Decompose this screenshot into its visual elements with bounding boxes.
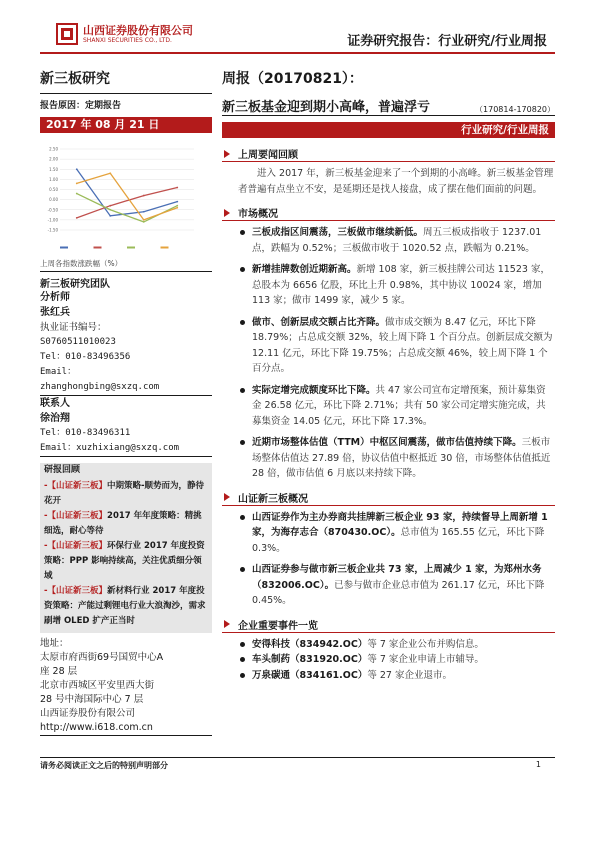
review-title: 研报回顾	[40, 463, 212, 477]
review-list	[40, 477, 212, 633]
review-item[interactable]	[44, 509, 208, 539]
bullet-text: 等 7 家企业申请上市辅导。	[367, 654, 484, 665]
bullet-bold: 山西证券作为主办券商共挂牌新三板企业 93 家，持续督导上周新增 1 家，为海存志合（870430.OC）。	[252, 511, 548, 538]
email-label: Email：	[40, 367, 77, 377]
section-heading-label: 上周要闻回顾	[238, 150, 298, 161]
chart-y-tick: 2.00	[49, 156, 58, 162]
chart-point	[176, 207, 178, 209]
bullet-text: 共 47 家公司宣布定增预案，预计募集资金 26.58 亿元，环比下降 2.71%；共有 50 家公司定增实施完成，共募集资金 14.05 亿元，环比下降 17.3%。	[252, 384, 546, 427]
team-title: 新三板研究团队	[40, 279, 110, 290]
bullet-bold: 实际定增完成额度环比下降。	[252, 384, 376, 396]
section-name: 新三板研究	[40, 68, 212, 94]
review-text: 中期策略-顺势而为，静待花开	[44, 481, 205, 506]
analyst-name: 张红兵	[40, 307, 70, 318]
chart-point	[76, 183, 78, 185]
chart-point	[176, 201, 178, 203]
bullet-text: 等 7 家企业公布并购信息。	[367, 638, 484, 650]
triangle-bullet-icon	[224, 620, 230, 628]
review-prefix: -【山证新三板】	[44, 481, 108, 491]
analyst-tel: Tel：010-83496356	[40, 352, 131, 362]
main-title: 周报（20170821）：	[222, 71, 363, 87]
bullet-bold: 山西证券参与做市新三板企业共 73 家，上周减少 1 家，为郑州水务（832006.OC）。	[252, 564, 542, 591]
chart-point	[76, 217, 78, 219]
chart-point	[76, 168, 78, 170]
bullet-text: 三板市场整体估值达 27.89 倍，协议估值中枢抵近 30 倍，市场整体估值抵近 28 倍，做市估值 6 月底以来持续下降。	[252, 437, 551, 479]
chart-point	[176, 187, 178, 189]
address-line: 山西证券股份有限公司	[40, 708, 136, 719]
bullet-item	[238, 510, 555, 557]
analyst-email[interactable]: zhanghongbing@sxzq.com	[40, 380, 212, 396]
bullet-bold: 车头制药（831920.OC）	[252, 654, 368, 665]
chart-point	[109, 205, 111, 207]
footer-disclaimer: 请务必阅读正文之后的特别声明部分	[40, 761, 168, 770]
chart-point	[143, 219, 145, 221]
logo-emblem-icon	[55, 22, 79, 46]
address-line[interactable]: http://www.i618.com.cn	[40, 722, 153, 733]
address-line: 座 28 层	[40, 666, 78, 677]
bullet-item	[238, 383, 555, 430]
bullet-item	[238, 225, 555, 256]
triangle-bullet-icon	[224, 493, 230, 501]
chart-y-tick: 0.50	[49, 187, 58, 192]
report-reason: 报告原因：定期报告	[40, 101, 122, 111]
section-heading-label: 山证新三板概况	[238, 493, 308, 505]
bullet-bold: 安得科技（834942.OC）	[252, 638, 368, 650]
bullet-item	[238, 262, 555, 309]
bullet-list	[222, 225, 555, 482]
address-lines	[40, 651, 212, 735]
subtitle-row	[222, 90, 555, 116]
chart-point	[76, 193, 78, 195]
bullet-text: 已参与做市企业总市值为 261.17 亿元，环比下降 0.45%。	[252, 579, 545, 606]
chart-svg	[40, 141, 200, 256]
address-block	[40, 637, 212, 736]
bullet-bold: 万泉碳通（834161.OC）	[252, 669, 368, 681]
contact-name: 徐治翔	[40, 413, 70, 424]
bullet-text: 做市成交额为 8.47 亿元，环比下降 18.79%；占总成交额 32%，较上周下降 1 个百分点。创新层成交额为 12.11 亿元，环比下降 19.75%；占总成交额 46%，较上周下降 1 个百分点。	[252, 316, 553, 374]
chart-point	[143, 221, 145, 223]
section-heading	[222, 146, 555, 162]
review-prefix: -【山证新三板】	[44, 541, 108, 551]
chart-series-line	[77, 194, 178, 222]
chart-series-line	[77, 169, 178, 216]
contact-label: 联系人	[40, 398, 70, 409]
page-number: 1	[535, 760, 541, 769]
chart-legend-swatch	[94, 247, 102, 249]
bullet-text: 新增 108 家，新三板挂牌公司达 11523 家，总股本为 6656 亿股，环比上升 0.98%，其中协议 10024 家，增加 113 家；做市 1499 家，减少 5 家。	[252, 264, 550, 306]
review-text: 新材料行业 2017 年度投资策略：产能过剩锂电行业大浪淘沙，需求刷增 OLED 扩产正当时	[44, 586, 206, 626]
chart-y-tick: 2.50	[49, 146, 58, 152]
chart-y-tick: 0.00	[49, 197, 58, 203]
bullet-list	[222, 637, 555, 684]
chart-point	[176, 205, 178, 207]
section-heading-label: 企业重要事件一览	[238, 620, 318, 632]
report-section	[222, 205, 555, 482]
logo-text-en: SHANXI SECURITIES CO., LTD.	[83, 36, 172, 44]
bullet-bold: 做市、创新层成交额占比齐降。	[252, 316, 386, 328]
bullet-list	[222, 510, 555, 609]
index-change-chart	[40, 141, 200, 256]
address-line: 28 号中海国际中心 7 层	[40, 694, 144, 705]
triangle-bullet-icon	[224, 150, 230, 158]
bullet-item	[238, 435, 555, 482]
bullet-item	[238, 562, 555, 609]
chart-y-tick: -0.50	[47, 207, 58, 213]
chart-caption: 上周各指数涨跌幅（%）	[40, 258, 212, 272]
bullet-item	[238, 315, 555, 377]
cert-label: 执业证书编号：	[40, 322, 107, 333]
chart-point	[143, 195, 145, 197]
category-bar: 行业研究/行业周报	[222, 122, 555, 138]
contact-tel: Tel：010-83496311	[40, 428, 131, 438]
report-section	[222, 490, 555, 609]
left-sidebar	[40, 60, 212, 736]
chart-legend-swatch	[127, 247, 135, 249]
bullet-text: 等 27 家企业退市。	[367, 669, 452, 681]
review-item[interactable]	[44, 479, 208, 509]
header-divider	[40, 52, 555, 54]
review-item[interactable]	[44, 539, 208, 584]
bullet-item	[238, 668, 555, 684]
report-type-title: 证券研究报告：行业研究/行业周报	[347, 34, 547, 49]
contact-email[interactable]: Email：xuzhixiang@sxzq.com	[40, 441, 212, 457]
bullet-bold: 新增挂牌数创近期新高。	[252, 264, 357, 275]
logo-text-cn: 山西证券股份有限公司	[83, 23, 193, 37]
chart-point	[109, 209, 111, 211]
section-heading	[222, 490, 555, 506]
review-text: 环保行业 2017 年度投资策略：PPP 影响持续高，关注优质细分领域	[44, 541, 205, 581]
section-paragraph: 进入 2017 年，新三板基金迎来了一个到期的小高峰。新三板基金管理者普遍有点坐立不安，是延期还是找人接盘，成了摆在他们面前的问题。	[238, 168, 554, 195]
bullet-item	[238, 637, 555, 653]
main-content	[222, 60, 555, 683]
triangle-bullet-icon	[224, 209, 230, 217]
main-subtitle: 新三板基金迎到期小高峰，普遍浮亏	[222, 100, 431, 115]
section-heading	[222, 205, 555, 221]
report-sections	[222, 146, 555, 683]
chart-y-tick: 1.00	[49, 176, 58, 182]
bullet-item	[238, 652, 555, 668]
review-item[interactable]	[44, 584, 208, 629]
chart-legend-swatch	[60, 247, 68, 249]
review-prefix: -【山证新三板】	[44, 511, 108, 521]
address-line: 北京市西城区平安里西大街	[40, 680, 155, 691]
cert-number: S0760511010023	[40, 337, 116, 347]
address-line: 太原市府西街69号国贸中心A	[40, 652, 164, 663]
chart-point	[143, 211, 145, 213]
address-label: 地址：	[40, 638, 69, 649]
chart-point	[109, 172, 111, 174]
bullet-bold: 三板成指区间震荡，三板做市继续新低。	[252, 227, 424, 238]
report-date: 2017 年 08 月 21 日	[40, 117, 212, 133]
company-logo	[55, 22, 193, 46]
chart-y-tick: 1.50	[49, 166, 58, 172]
chart-y-tick: -1.50	[47, 227, 58, 233]
review-text: 2017 年年度策略：精挑细选，耐心等待	[44, 511, 202, 536]
report-section	[222, 146, 555, 197]
section-heading-label: 市场概况	[238, 209, 278, 220]
footer-divider	[40, 757, 555, 758]
chart-point	[109, 215, 111, 217]
chart-legend-swatch	[161, 247, 169, 249]
bullet-text: 周五三板成指收于 1237.01 点，跌幅为 0.52%；三板做市收于 1020.52 点，跌幅为 0.21%。	[252, 227, 542, 254]
report-section	[222, 617, 555, 684]
date-range: （170814-170820）	[475, 105, 555, 114]
chart-y-tick: -1.00	[47, 217, 58, 223]
bullet-text: 总市值为 165.55 亿元，环比下降 0.3%。	[252, 527, 545, 554]
analyst-label: 分析师	[40, 292, 70, 303]
section-heading	[222, 617, 555, 633]
review-prefix: -【山证新三板】	[44, 586, 108, 596]
bullet-bold: 近期市场整体估值（TTM）中枢区间震荡，做市估值持续下降。	[252, 437, 522, 448]
